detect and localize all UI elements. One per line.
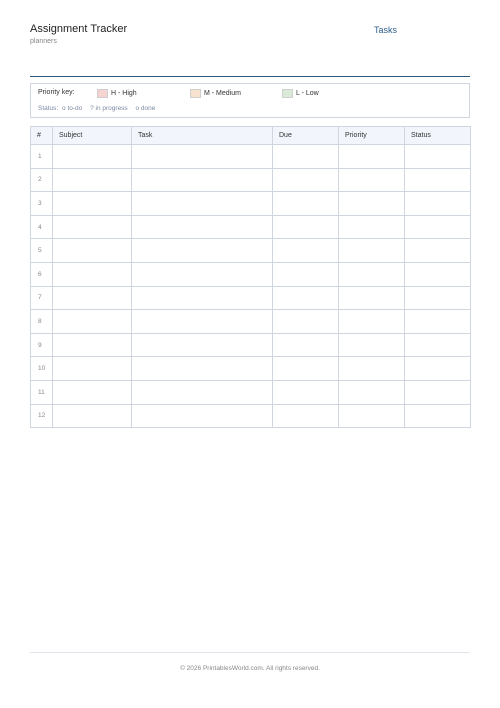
task-cell[interactable] — [132, 192, 273, 216]
status-prefix: Status: — [38, 105, 59, 112]
priority-cell[interactable] — [339, 215, 405, 239]
table-row — [31, 380, 471, 404]
task-cell[interactable] — [132, 286, 273, 310]
page-title: Assignment Tracker — [30, 23, 128, 35]
due-cell[interactable] — [273, 262, 339, 286]
footer-copyright: © 2026 PrintablesWorld.com. All rights reserved. — [180, 665, 320, 672]
status-cell[interactable] — [405, 380, 471, 404]
row-number: 9 — [31, 333, 53, 357]
due-cell[interactable] — [273, 333, 339, 357]
subject-cell[interactable] — [53, 262, 132, 286]
priority-swatch-medium — [190, 89, 201, 98]
due-cell[interactable] — [273, 404, 339, 428]
row-number: 6 — [31, 262, 53, 286]
task-cell[interactable] — [132, 380, 273, 404]
subject-cell[interactable] — [53, 192, 132, 216]
priority-key-label: Priority key: — [38, 89, 75, 96]
priority-cell[interactable] — [339, 239, 405, 263]
due-cell[interactable] — [273, 286, 339, 310]
status-cell[interactable] — [405, 404, 471, 428]
column-header-priority: Priority — [339, 127, 405, 145]
priority-cell[interactable] — [339, 380, 405, 404]
table-header-row — [31, 127, 471, 145]
subject-cell[interactable] — [53, 168, 132, 192]
column-header-number: # — [31, 127, 53, 145]
due-cell[interactable] — [273, 145, 339, 169]
status-cell[interactable] — [405, 357, 471, 381]
priority-key-high-label: H - High — [111, 90, 137, 97]
column-header-due: Due — [273, 127, 339, 145]
row-number: 10 — [31, 357, 53, 381]
status-cell[interactable] — [405, 262, 471, 286]
task-cell[interactable] — [132, 239, 273, 263]
table-row — [31, 145, 471, 169]
due-cell[interactable] — [273, 357, 339, 381]
priority-key-high — [97, 89, 137, 98]
status-cell[interactable] — [405, 310, 471, 334]
table-row — [31, 333, 471, 357]
due-cell[interactable] — [273, 168, 339, 192]
subject-cell[interactable] — [53, 286, 132, 310]
subject-cell[interactable] — [53, 357, 132, 381]
priority-cell[interactable] — [339, 168, 405, 192]
table-row — [31, 192, 471, 216]
header-rule — [30, 76, 470, 77]
column-header-status: Status — [405, 127, 471, 145]
row-number: 7 — [31, 286, 53, 310]
row-number: 11 — [31, 380, 53, 404]
priority-key-medium — [190, 89, 241, 98]
task-cell[interactable] — [132, 357, 273, 381]
assignment-table — [30, 126, 471, 428]
row-number: 2 — [31, 168, 53, 192]
priority-key-medium-label: M - Medium — [204, 90, 241, 97]
table-row — [31, 239, 471, 263]
table-row — [31, 357, 471, 381]
column-header-task: Task — [132, 127, 273, 145]
row-number: 3 — [31, 192, 53, 216]
status-cell[interactable] — [405, 333, 471, 357]
task-cell[interactable] — [132, 168, 273, 192]
page-subtitle: planners — [30, 38, 57, 45]
task-cell[interactable] — [132, 215, 273, 239]
status-cell[interactable] — [405, 239, 471, 263]
subject-cell[interactable] — [53, 310, 132, 334]
priority-key-box — [30, 83, 470, 118]
priority-cell[interactable] — [339, 286, 405, 310]
status-cell[interactable] — [405, 286, 471, 310]
due-cell[interactable] — [273, 239, 339, 263]
due-cell[interactable] — [273, 192, 339, 216]
task-cell[interactable] — [132, 333, 273, 357]
priority-key-low — [282, 89, 319, 98]
status-todo: o to-do — [62, 105, 83, 112]
page-tag: Tasks — [374, 25, 398, 35]
table-row — [31, 286, 471, 310]
column-header-subject: Subject — [53, 127, 132, 145]
status-cell[interactable] — [405, 215, 471, 239]
status-in-progress: ? in progress — [90, 105, 128, 112]
status-cell[interactable] — [405, 192, 471, 216]
task-cell[interactable] — [132, 310, 273, 334]
priority-cell[interactable] — [339, 262, 405, 286]
table-row — [31, 215, 471, 239]
subject-cell[interactable] — [53, 145, 132, 169]
row-number: 5 — [31, 239, 53, 263]
priority-cell[interactable] — [339, 404, 405, 428]
table-row — [31, 168, 471, 192]
priority-swatch-high — [97, 89, 108, 98]
priority-cell[interactable] — [339, 310, 405, 334]
due-cell[interactable] — [273, 215, 339, 239]
subject-cell[interactable] — [53, 380, 132, 404]
priority-cell[interactable] — [339, 192, 405, 216]
row-number: 8 — [31, 310, 53, 334]
row-number: 12 — [31, 404, 53, 428]
subject-cell[interactable] — [53, 239, 132, 263]
subject-cell[interactable] — [53, 404, 132, 428]
priority-swatch-low — [282, 89, 293, 98]
priority-key-low-label: L - Low — [296, 90, 319, 97]
status-cell[interactable] — [405, 145, 471, 169]
priority-cell[interactable] — [339, 333, 405, 357]
priority-cell[interactable] — [339, 357, 405, 381]
status-cell[interactable] — [405, 168, 471, 192]
table-row — [31, 262, 471, 286]
status-done: o done — [135, 105, 156, 112]
status-legend — [38, 105, 161, 112]
footer-rule — [30, 652, 470, 653]
subject-cell[interactable] — [53, 333, 132, 357]
task-cell[interactable] — [132, 262, 273, 286]
task-cell[interactable] — [132, 145, 273, 169]
priority-cell[interactable] — [339, 145, 405, 169]
due-cell[interactable] — [273, 380, 339, 404]
table-row — [31, 310, 471, 334]
task-cell[interactable] — [132, 404, 273, 428]
row-number: 1 — [31, 145, 53, 169]
subject-cell[interactable] — [53, 215, 132, 239]
due-cell[interactable] — [273, 310, 339, 334]
table-row — [31, 404, 471, 428]
row-number: 4 — [31, 215, 53, 239]
